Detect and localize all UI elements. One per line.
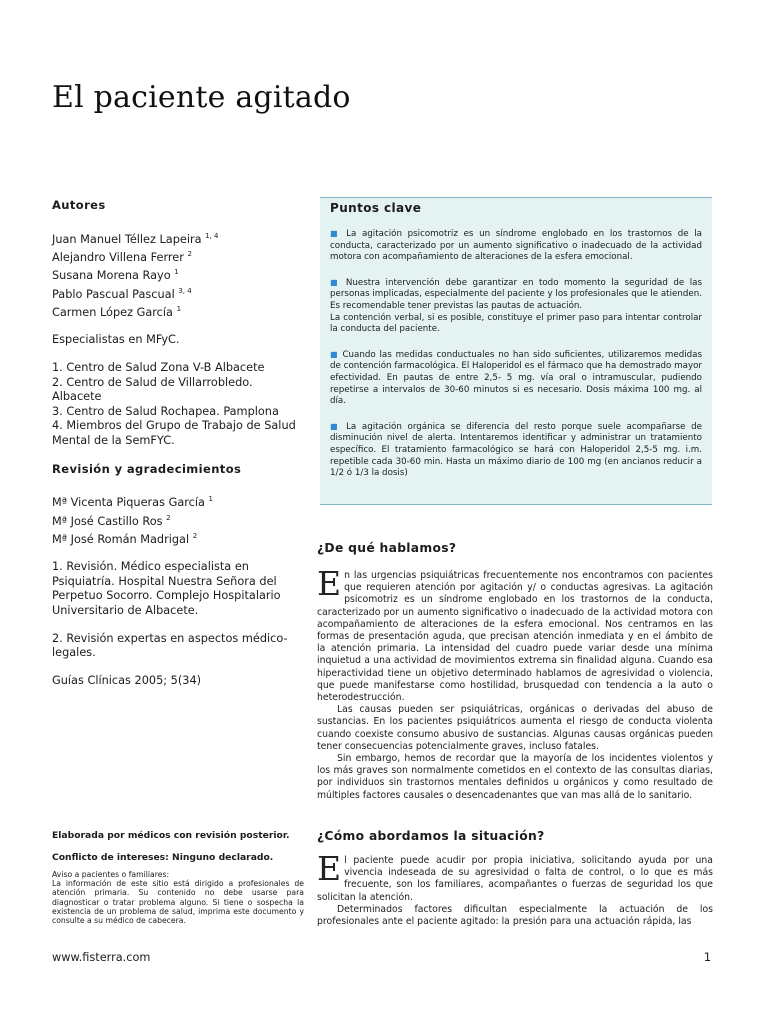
- author: Susana Morena Rayo $^1$: [52, 268, 179, 283]
- key-points-box: [320, 197, 712, 505]
- review-note: 1. Revisión. Médico especialista en Psiquiatría. Hospital Nuestra Señora del Perpetuo Socorro. Complejo Hospitalario Universitario de Albacete.: [52, 560, 281, 617]
- dropcap: E: [317, 564, 342, 603]
- paragraph: Determinados factores dificultan especialmente la actuación de los profesionales ante el paciente agitado: la presión para una actuación rápida, las: [317, 903, 713, 928]
- reviewer: Mª José Román Madrigal $^2$: [52, 531, 198, 546]
- section-heading: ¿Cómo abordamos la situación?: [317, 829, 545, 843]
- author: Carmen López García $^1$: [52, 305, 182, 319]
- footer-url-link[interactable]: www.fisterra.com: [52, 951, 151, 964]
- conflict-note: Conflicto de intereses: Ninguno declarado.: [52, 852, 274, 863]
- center-item: 1. Centro de Salud Zona V-B Albacete: [52, 360, 265, 374]
- paragraph: Las causas pueden ser psiquiátricas, orgánicas o derivadas del abuso de sustancias. En los pacientes psiquiátricos aumenta el riesgo de conducta violenta cuando coexiste consumo abusivo de sustancias. Algunas causas orgánicas pueden tener consecuencias potencialmente graves, incluso fatales.: [317, 704, 713, 752]
- paragraph: En las urgencias psiquiátricas frecuentemente nos encontramos con pacientes que requieren atención por agitación y/ o conductas agresivas. La agitación psicomotriz es un síndrome englobado en los trastornos de la conducta, caracterizado por un aumento significativo o inadecuado de la actividad motora con acompañamiento de alteraciones de la esfera emocional. Nos centramos en las formas de presentación aguda, que precisan atención inmediata y en el ámbito de la atención primaria. La intensidad del cuadro puede variar desde una mínima inquietud a una actividad de movimientos extrema sin finalidad alguna. Cuando esa hiperactividad tiene un objetivo determinado hablamos de agresividad o violencia, que puede manifestarse como hostilidad, brusquedad con tendencia a la auto o heterodestrucción.: [317, 564, 713, 704]
- section-body: [317, 564, 713, 802]
- square-bullet-icon: ■: [330, 229, 341, 238]
- notice-text: La información de este sitio está dirigido a profesionales de atención primaria. Su contenido no debe usarse para diagnosticar o tratar problema alguno. Si tiene o sospecha la existencia de un problema de salud, imprima este documento y consulte a su médico de cabecera.: [52, 879, 304, 926]
- review-note: 2. Revisión expertas en aspectos médico-legales.: [52, 631, 288, 660]
- dropcap: E: [317, 849, 342, 888]
- page-number: 1: [703, 951, 711, 964]
- authors-heading: Autores: [52, 198, 106, 212]
- section-heading: ¿De qué hablamos?: [317, 541, 457, 555]
- author: Alejandro Villena Ferrer $^2$: [52, 249, 192, 264]
- paragraph: Sin embargo, hemos de recordar que la mayoría de los incidentes violentos y los más graves son normalmente cometidos en el contexto de las consultas diarias, por individuos sin trastornos mentales definidos u orgánicos y como resultado de múltiples factores causales o desencadenantes que van mas allá de lo sanitario.: [317, 753, 713, 801]
- review-heading: Revisión y agradecimientos: [52, 461, 242, 476]
- left-column: [52, 198, 304, 688]
- key-point: ■ La agitación orgánica se diferencia del resto porque suele acompañarse de disminución nivel de alerta. Intentaremos identificar y administrar un tratamiento específico. El tratamiento farmacológico se hará con Haloperidol 2,5-5 mg. i.m. repetible cada 30-60 min. Hasta un máximo diario de 100 mg (en ancianos reducir a 1/2 ó 1/3 la dosis): [330, 421, 702, 479]
- reviewer: Mª José Castillo Ros $^2$: [52, 513, 171, 528]
- author: Pablo Pascual Pascual $^{3, 4}$: [52, 286, 192, 301]
- page-title: El paciente agitado: [52, 80, 351, 115]
- specialists-note: Especialistas en MFyC.: [52, 333, 180, 347]
- key-point: ■ Nuestra intervención debe garantizar en todo momento la seguridad de las personas implicadas, especialmente del paciente y los profesionales que le atienden. Es recomendable tener previstas las pautas de actuación. La contención verbal, si es posible, constituye el primer paso para intentar controlar la conducta del paciente.: [330, 277, 703, 335]
- center-item: 4. Miembros del Grupo de Trabajo de Salud Mental de la SemFYC.: [52, 419, 296, 447]
- notice-title: Aviso a pacientes o familiares:: [52, 870, 170, 879]
- citation: Guías Clínicas 2005; 5(34): [52, 673, 202, 687]
- section-body: [317, 849, 713, 928]
- center-item: 3. Centro de Salud Rochapea. Pamplona: [52, 404, 279, 418]
- center-item: 2. Centro de Salud de Villarrobledo. Albacete: [52, 375, 253, 404]
- square-bullet-icon: ■: [330, 277, 341, 287]
- square-bullet-icon: ■: [330, 421, 341, 431]
- author: Juan Manuel Téllez Lapeira $^{1, 4}$: [52, 231, 219, 246]
- authors-list: [52, 229, 304, 321]
- elaborated-note: Elaborada por médicos con revisión posterior.: [52, 830, 290, 841]
- key-point: ■ La agitación psicomotriz es un síndrome englobado en los trastornos de la conducta, caracterizado por un aumento significativo o inadecuado de la actividad motora con acompañamiento de alteraciones de la esfera emocional.: [330, 229, 703, 263]
- key-points-heading: Puntos clave: [330, 201, 422, 215]
- patient-notice: [52, 870, 304, 925]
- key-point: ■ Cuando las medidas conductuales no han sido suficientes, utilizaremos medidas de contención farmacológica. El Haloperidol es el fármaco que ha demostrado mayor efectividad. En pautas de entre 2,5- 5 mg. vía oral o intramuscular, pudiendo repetirse a intervalos de 30-60 minutos si es necesario. Dosis máxima 100 mg. al día.: [330, 349, 703, 407]
- paragraph: El paciente puede acudir por propia iniciativa, solicitando ayuda por una vivencia indeseada de su agresividad o falta de control, o lo que es más frecuente, son los familiares, acompañantes o fuerzas de seguridad los que solicitan la atención.: [317, 849, 713, 903]
- reviewer: Mª Vicenta Piqueras García $^1$: [52, 495, 213, 509]
- square-bullet-icon: ■: [330, 349, 339, 359]
